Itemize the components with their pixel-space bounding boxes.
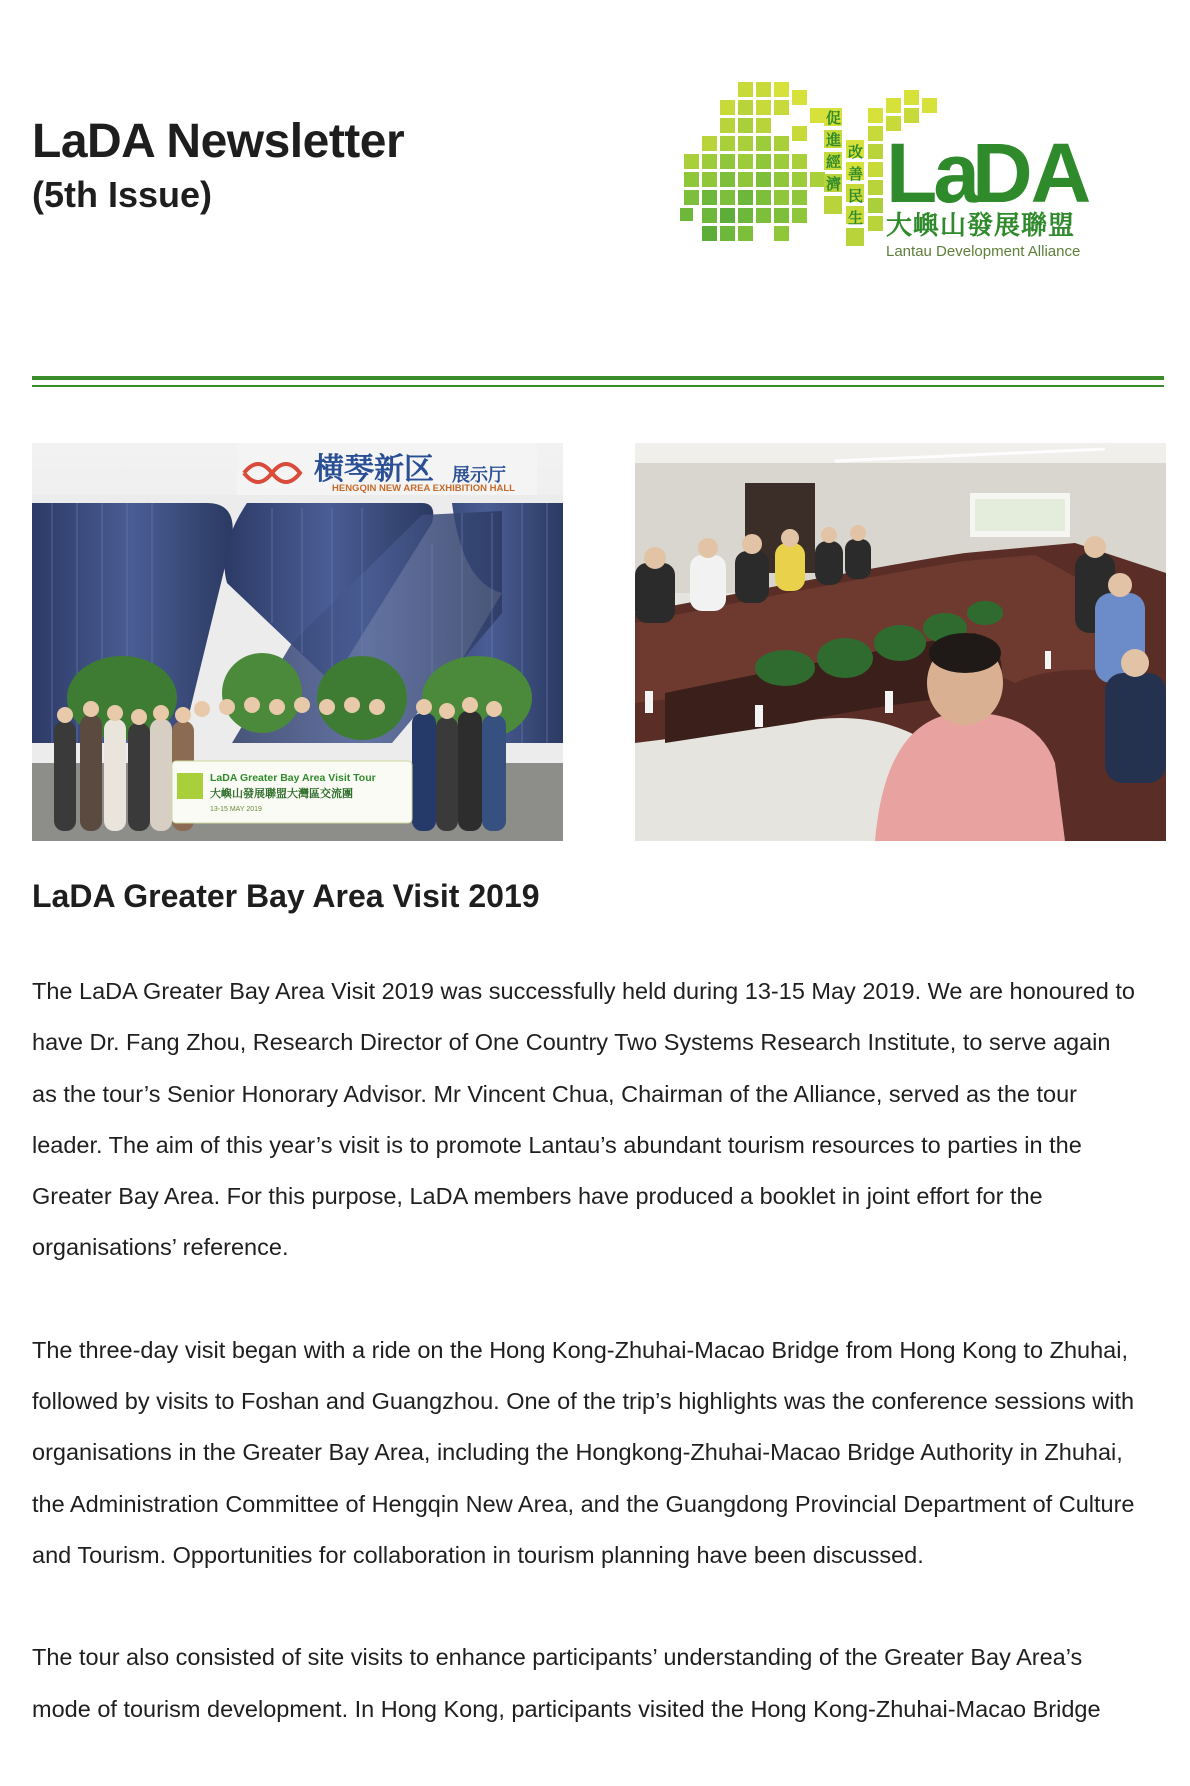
exhibition-sign-chinese: 横琴新区 <box>314 452 434 487</box>
text-line: followed by visits to Foshan and Guangzhou. One of the trip’s highlights was the conference sessions with <box>32 1388 1135 1415</box>
text-line: the Administration Committee of Hengqin New Area, and the Guangdong Provincial Department of Culture <box>32 1490 1135 1517</box>
logo-wordmark <box>886 126 1090 220</box>
masthead <box>32 112 404 218</box>
article-paragraph-1 <box>32 966 1172 1274</box>
banner-line-3: 13-15 MAY 2019 <box>210 806 262 813</box>
group-banner <box>172 761 412 823</box>
text-line: organisations in the Greater Bay Area, including the Hongkong-Zhuhai-Macao Bridge Authority in Zhuhai, <box>32 1439 1123 1466</box>
banner-line-2: 大嶼山發展聯盟大灣區交流團 <box>210 787 353 800</box>
text-line: as the tour’s Senior Honorary Advisor. Mr Vincent Chua, Chairman of the Alliance, served as the tour <box>32 1080 1077 1107</box>
text-line: organisations’ reference. <box>32 1234 289 1261</box>
logo-la: La <box>886 126 977 220</box>
exhibition-sign-english: HENGQIN NEW AREA EXHIBITION HALL <box>332 483 515 494</box>
photo-exhibition-hall-group <box>32 443 563 841</box>
text-line: have Dr. Fang Zhou, Research Director of One Country Two Systems Research Institute, to serve again <box>32 1029 1111 1056</box>
divider-thick <box>32 376 1164 380</box>
article-heading: LaDA Greater Bay Area Visit 2019 <box>32 878 540 914</box>
svg-text:善: 善 <box>848 165 864 183</box>
logo-english-name: Lantau Development Alliance <box>886 243 1081 260</box>
text-line: The three-day visit began with a ride on the Hong Kong-Zhuhai-Macao Bridge from Hong Kong to Zhuhai, <box>32 1336 1128 1363</box>
svg-text:民: 民 <box>848 187 864 205</box>
text-line: The tour also consisted of site visits to enhance participants’ understanding of the Greater Bay Area’s <box>32 1644 1083 1671</box>
issue-number: (5th Issue) <box>32 174 213 215</box>
banner-line-1: LaDA Greater Bay Area Visit Tour <box>210 772 376 784</box>
group-photo-image <box>32 443 563 841</box>
svg-text:進: 進 <box>826 131 842 149</box>
svg-text:濟: 濟 <box>826 175 842 193</box>
svg-text:經: 經 <box>826 153 842 171</box>
meeting-photo-image <box>635 443 1166 841</box>
svg-text:促: 促 <box>826 109 842 127</box>
svg-text:生: 生 <box>848 209 864 227</box>
text-line: The LaDA Greater Bay Area Visit 2019 was successfully held during 13-15 May 2019. We are honoured to <box>32 978 1135 1004</box>
newsletter-title: LaDA Newsletter <box>32 115 405 168</box>
text-line: and Tourism. Opportunities for collaboration in tourism planning have been discussed. <box>32 1541 924 1568</box>
text-line: mode of tourism development. In Hong Kong, participants visited the Hong Kong-Zhuhai-Macao Bridge <box>32 1695 1101 1722</box>
photo-conference-meeting <box>635 443 1166 841</box>
exhibition-sign-chinese-small: 展示厅 <box>452 465 506 486</box>
svg-text:改: 改 <box>848 143 864 161</box>
text-line: leader. The aim of this year’s visit is to promote Lantau’s abundant tourism resources to parties in the <box>32 1131 1082 1158</box>
article-paragraph-2 <box>32 1325 1172 1581</box>
lada-logo-graphic <box>680 78 1120 264</box>
divider-thin <box>32 385 1164 387</box>
article-paragraph-3 <box>32 1632 1172 1735</box>
logo-da: DA <box>972 126 1090 220</box>
text-line: Greater Bay Area. For this purpose, LaDA members have produced a booklet in joint effort for the <box>32 1183 1043 1210</box>
logo-chinese-name: 大嶼山發展聯盟 <box>886 211 1076 241</box>
article-body <box>32 966 1172 1786</box>
lada-logo <box>680 78 1120 264</box>
